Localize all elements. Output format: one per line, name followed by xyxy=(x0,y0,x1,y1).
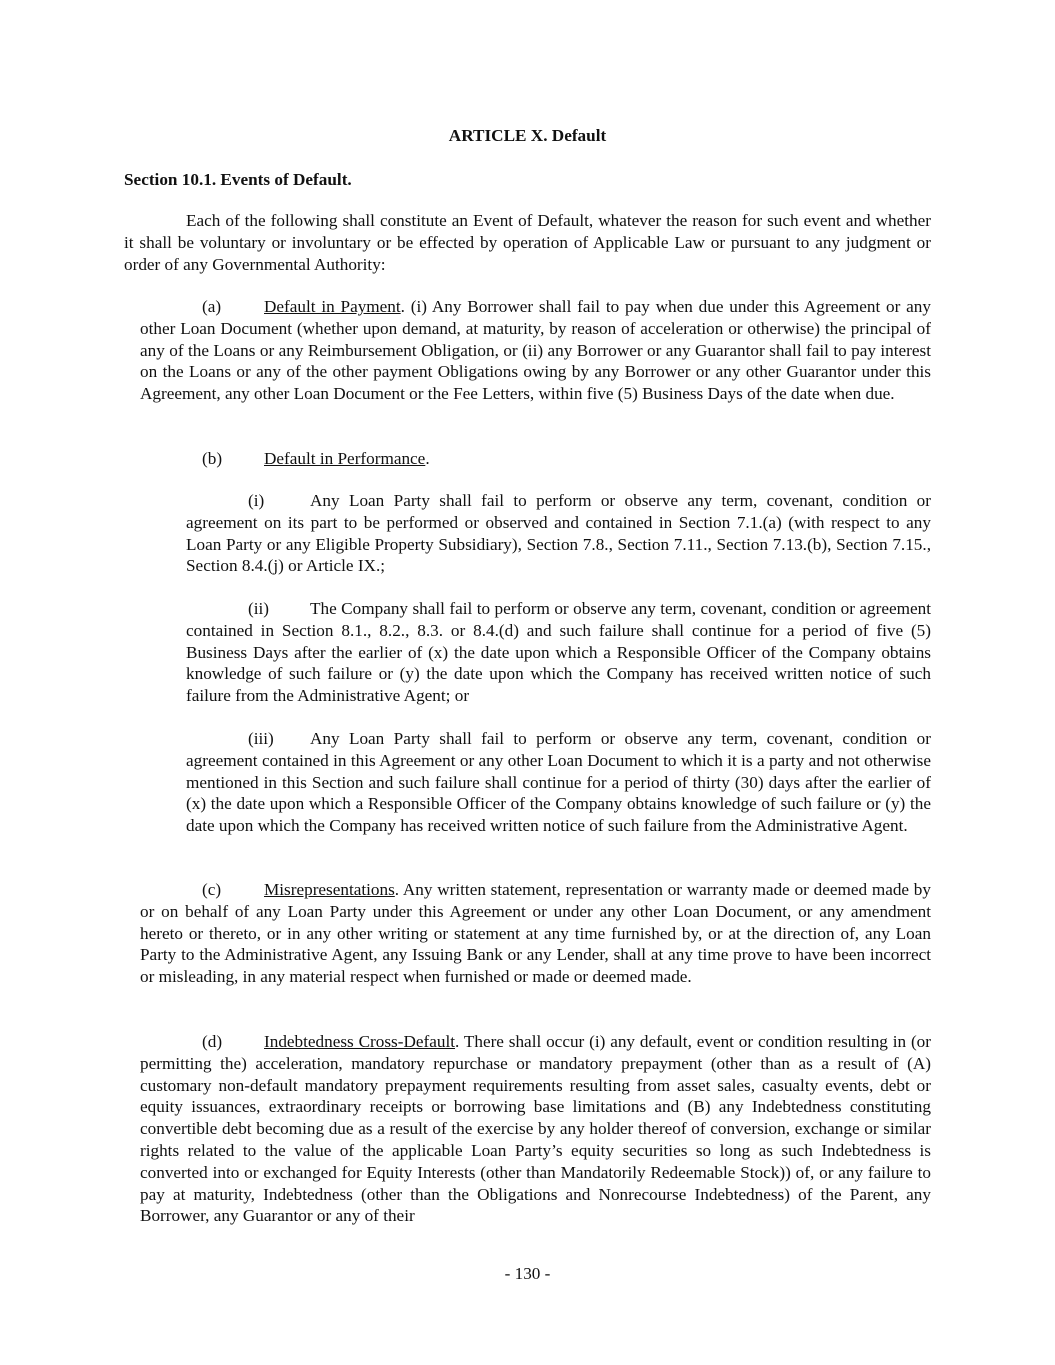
clause-a xyxy=(140,296,931,405)
page-number: - 130 - xyxy=(504,1264,551,1283)
caption-punctuation: . xyxy=(455,1032,460,1051)
clause-label: (a) xyxy=(202,297,222,316)
clause-label: (c) xyxy=(202,880,222,899)
subclause-label: (i) xyxy=(248,491,265,510)
clause-text: There shall occur (i) any default, event or condition resulting in (or permitting the) acceleration, mandatory repurchase or mandatory prepayment (other than as a result of (A) customary non-default mandatory prepayment requirements resulting from asset sales, casualty events, debt or equity issuances, extraordinary receipts or borrowing base limitations and (B) any Indebtedness constituting convertible debt becoming due as a result of the exercise by any holder thereof of conversion, exchange or similar rights related to the value of the applicable Loan Party’s equity securities so long as such Indebtedness is converted into or exchanged for Equity Interests (other than Mandatorily Redeemable Stock)) of, or any failure to pay at maturity, Indebtedness (other than the Obligations and Nonrecourse Indebtedness) of the Parent, any Borrower, any Guarantor or any of their xyxy=(140,1032,932,1226)
subclause-b-iii xyxy=(186,728,931,837)
subclause-label: (ii) xyxy=(248,599,269,618)
subclause-text: Any Loan Party shall fail to perform or observe any term, covenant, condition or agreement contained in this Agreement or any other Loan Document to which it is a party and not otherwise mentioned in this Section and such failure shall continue for a period of thirty (30) days after the earlier of (x) the date upon which a Responsible Officer of the Company obtains knowledge of such failure or (y) the date upon which the Company has received written notice of such failure from the Administrative Agent. xyxy=(186,729,931,836)
clause-c xyxy=(140,879,931,988)
clause-caption: Misrepresentations xyxy=(264,880,395,899)
caption-punctuation: . xyxy=(400,297,405,316)
clause-label: (b) xyxy=(202,449,223,468)
clause-label: (d) xyxy=(202,1032,223,1051)
subclause-label: (iii) xyxy=(248,729,274,748)
subclause-b-ii xyxy=(186,598,931,707)
caption-punctuation: . xyxy=(425,449,430,468)
section-heading: Section 10.1. Events of Default. xyxy=(124,170,352,189)
clause-b xyxy=(140,448,931,470)
intro-paragraph: Each of the following shall constitute an Event of Default, whatever the reason for such event and whether it shall be voluntary or involuntary or be effected by operation of Applicable Law or pursuant to any judgment or order of any Governmental Authority: xyxy=(124,211,931,274)
article-title: ARTICLE X. Default xyxy=(448,126,607,145)
clause-caption: Indebtedness Cross-Default xyxy=(264,1032,456,1051)
clause-text: Any written statement, representation or warranty made or deemed made by or on behalf of any Loan Party under this Agreement or under any other Loan Document, or any amendment hereto or thereto, or in any other writing or statement at any time furnished by, or at the direction of, any Loan Party to the Administrative Agent, any Issuing Bank or any Lender, shall at any time prove to have been incorrect or misleading, in any material respect when furnished or made or deemed made. xyxy=(140,880,931,987)
clause-caption: Default in Payment xyxy=(264,297,401,316)
subclause-text: The Company shall fail to perform or observe any term, covenant, condition or agreement contained in Section 8.1., 8.2., 8.3. or 8.4.(d) and such failure shall continue for a period of five (5) Business Days after the earlier of (x) the date upon which a Responsible Officer of the Company obtains knowledge of such failure or (y) the date upon which the Company has received written notice of such failure from the Administrative Agent; or xyxy=(186,599,931,706)
caption-punctuation: . xyxy=(394,880,400,899)
clause-text: (i) Any Borrower shall fail to pay when due under this Agreement or any other Loan Document (whether upon demand, at maturity, by reason of acceleration or otherwise) the principal of any of the Loans or any Reimbursement Obligation, or (ii) any Borrower or any Guarantor shall fail to pay interest on the Loans or any of the other payment Obligations owing by any Borrower or any other Guarantor under this Agreement, any other Loan Document or the Fee Letters, within five (5) Business Days of the date when due. xyxy=(140,297,931,404)
subclause-b-i xyxy=(186,490,931,577)
subclause-text: Any Loan Party shall fail to perform or observe any term, covenant, condition or agreement on its part to be performed or observed and contained in Section 7.1.(a) (with respect to any Loan Party or any Eligible Property Subsidiary), Section 7.8., Section 7.11., Section 7.13.(b), Section 7.15., Section 8.4.(j) or Article IX.; xyxy=(186,491,931,576)
clause-d xyxy=(140,1031,931,1227)
clause-caption: Default in Performance xyxy=(264,449,426,468)
